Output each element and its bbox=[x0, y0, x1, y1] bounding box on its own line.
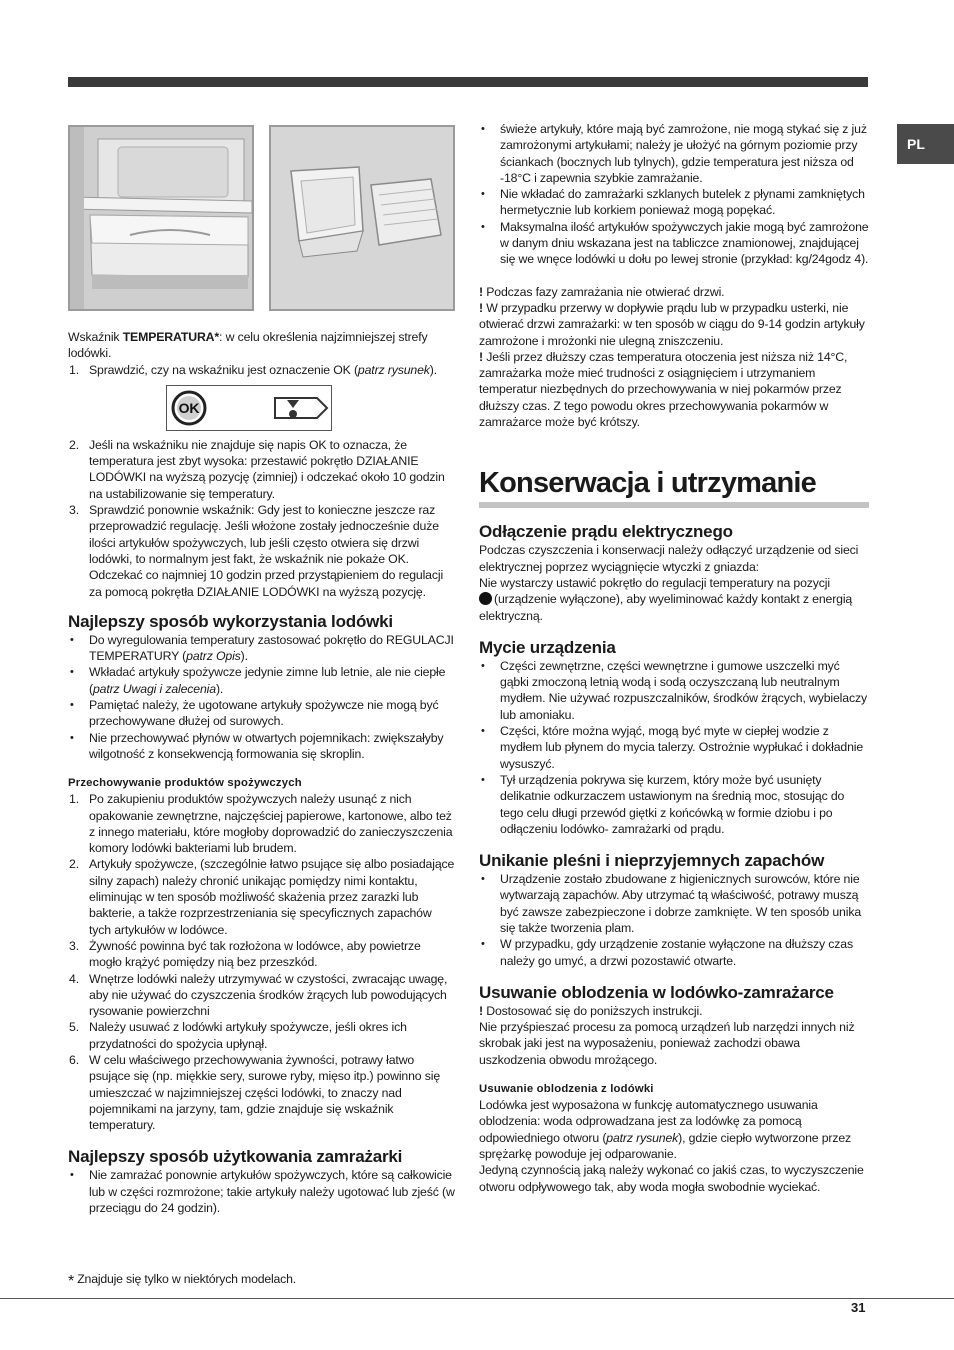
warning: ! Jeśli przez dłuższy czas temperatura otoczenia jest niższa niż 14°C, zamrażarka może mieć trudności z osiągnięciem i utrzymaniem temperatur niezbędnych do przechowywania w niej pokarmów przez dłuższy czas. Z tego powodu okres przechowywania pokarmów w zamrażarce może być krótszy. bbox=[479, 349, 848, 430]
ok-indicator-figure bbox=[166, 385, 332, 431]
paragraph: Lodówka jest wyposażona w funkcję automatycznego usuwania oblodzenia: woda odprowadzana jest za lodówkę za pomocą odpowiedniego otworu (patrz rysunek), gdzie ciepło wytworzone przez sprężarkę powoduje jej odparowanie. bbox=[479, 1098, 852, 1161]
footnote: * Znajduje się tylko w niektórych modelach. bbox=[68, 1272, 296, 1290]
left-column bbox=[68, 329, 456, 1216]
list-item: Sprawdzić, czy na wskaźniku jest oznaczenie OK (patrz rysunek). bbox=[89, 362, 438, 377]
defrost-heading: Usuwanie oblodzenia w lodówko-zamrażarce bbox=[479, 982, 834, 1002]
off-position-icon bbox=[479, 592, 492, 605]
paragraph: Nie wystarczy ustawić pokrętło do regulacji temperatury na pozycji bbox=[479, 575, 830, 590]
list-item: • Maksymalna ilość artykułów spożywczych jakie mogą być zamrożone w danym dniu wskazana jest na tabliczce znamionowej, znajdującej się we wnęce lodówki u dołu po lewej stronie (przykład: kg/24godz 4). bbox=[497, 219, 869, 268]
fridge-defrost-heading: Usuwanie oblodzenia z lodówki bbox=[479, 1083, 654, 1096]
warning: ! Dostosować się do poniższych instrukcji. bbox=[479, 1003, 703, 1018]
mould-odour-heading: Unikanie pleśni i nieprzyjemnych zapachów bbox=[479, 851, 825, 871]
list-item: • Do wyregulowania temperatury zastosować pokrętło do REGULACJI TEMPERATURY (patrz Opis). bbox=[86, 632, 456, 665]
cleaning-list bbox=[479, 658, 869, 837]
temperature-indicator-intro: Wskaźnik TEMPERATURA*: w celu określenia najzimniejszej strefy lodówki. bbox=[68, 330, 428, 361]
paragraph: Podczas czyszczenia i konserwacji należy odłączyć urządzenie od sieci elektrycznej poprzez wyciągnięcie wtyczki z gniazda: bbox=[479, 543, 859, 574]
list-item: • Nie zamrażać ponownie artykułów spożywczych, które są całkowicie lub w części rozmrożone; takie artykuły należy ugotować lub zjeść (w przeciągu do 24 godzin). bbox=[86, 1167, 456, 1216]
freezer-usage-list-cont bbox=[479, 121, 869, 268]
list-item: • Nie wkładać do zamrażarki szklanych butelek z płynami zamkniętych hermetycznie lub korkiem ponieważ mogą popękać. bbox=[497, 186, 869, 219]
right-column bbox=[479, 121, 869, 1195]
top-rule bbox=[68, 77, 868, 87]
list-item: Artykuły spożywcze, (szczególnie łatwo psujące się albo posiadające silny zapach) należy chronić unikając pomiędzy nimi kontaktu, eliminując w ten sposób możliwość skażenia przez zarazki lub bakterie, a także rozprzestrzeniania się specyficznych zapachów tych artykułów w lodówce. bbox=[89, 857, 455, 937]
fridge-drawer-photo bbox=[68, 125, 254, 311]
ok-label: OK bbox=[178, 399, 200, 416]
page-number: 31 bbox=[851, 1300, 866, 1315]
freezer-usage-heading: Najlepszy sposób użytkowania zamrażarki bbox=[68, 1147, 403, 1167]
warning: ! W przypadku przerwy w dopływie prądu lub w przypadku usterki, nie otwierać drzwi zamrażarki: w ten sposób w ciągu do 9-14 godzin artykuły zamrożone i mrożonki nie ulegną zniszczeniu. bbox=[479, 300, 865, 348]
paragraph: (urządzenie wyłączone), aby wyeliminować każdy kontakt z energią elektryczną. bbox=[479, 592, 853, 623]
list-item: Po zakupieniu produktów spożywczych należy usunąć z nich opakowanie zewnętrzne, najczęściej papierowe, kartonowe, albo też z innego materiału, które mogłoby doprowadzić do zanieczyszczenia komory lodówki bakteriami lub brudem. bbox=[89, 792, 453, 856]
cleaning-heading: Mycie urządzenia bbox=[479, 637, 616, 657]
paragraph: Jedyną czynnością jaką należy wykonać co jakiś czas, to wyczyszczenie otworu odpływowego tak, aby woda mogła swobodnie wyciekać. bbox=[479, 1163, 864, 1194]
list-item: Żywność powinna być tak rozłożona w lodówce, aby powietrze mogło krążyć pomiędzy nią bez przeszkód. bbox=[89, 938, 421, 970]
maintenance-title: Konserwacja i utrzymanie bbox=[479, 467, 816, 500]
list-item: • W przypadku, gdy urządzenie zostanie wyłączone na dłuższy czas należy go umyć, a drzwi pozostawić otwarte. bbox=[497, 936, 869, 969]
food-storage-heading: Przechowywanie produktów spożywczych bbox=[68, 777, 302, 790]
warning: ! Podczas fazy zamrażania nie otwierać drzwi. bbox=[479, 284, 725, 299]
list-item: • Tył urządzenia pokrywa się kurzem, który może być usunięty delikatnie odkurzaczem ustawionym na średnią moc, stosując do tego celu długi przewód giętki z końcówką w formie dziobu i po odłączeniu lodówko- zamrażarki od prądu. bbox=[497, 772, 869, 837]
fridge-usage-heading: Najlepszy sposób wykorzystania lodówki bbox=[68, 611, 393, 631]
list-item: • Urządzenie zostało zbudowane z higienicznych surowców, które nie wytwarzają zapachów. Aby utrzymać tą właściwość, potrawy muszą być zawsze zabezpieczone i dobrze zamknięte. W ten sposób unika się także tworzenia plam. bbox=[497, 871, 869, 936]
list-item: Należy usuwać z lodówki artykuły spożywcze, jeśli okres ich przydatności do spożycia upłynął. bbox=[89, 1020, 407, 1051]
mould-odour-list bbox=[479, 871, 869, 969]
list-item: Sprawdzić ponownie wskaźnik: Gdy jest to konieczne jeszcze raz przeprowadzić regulację. Jeśli włożone zostały jednocześnie duże ilości artykułów spożywczych, lub jeśli często otwiera się drzwi lodówki, to normalnym jest fakt, że wskaźnik nie pokaże OK. Odczekać co najmniej 10 godzin przed przystąpieniem do regulacji za pomocą pokrętła DZIAŁANIE LODÓWKI na wyższą pozycję. bbox=[89, 503, 444, 599]
list-item: • Części zewnętrzne, części wewnętrzne i gumowe uszczelki myć gąbki zmoczoną letnią wodą i sodą oczyszczaną lub neutralnym mydłem. Nie używać rozpuszczalników, środków żrących, wybielaczy lub amoniaku. bbox=[497, 658, 869, 723]
freezer-usage-list bbox=[68, 1167, 456, 1216]
list-item: • Nie przechowywać płynów w otwartych pojemnikach: zwiększałyby wilgotność z konsekwencją formowania się skroplin. bbox=[86, 730, 456, 763]
list-item: • świeże artykuły, które mają być zamrożone, nie mogą stykać się z już zamrożonymi artykułami; należy je ułożyć na górnym poziomie przy ściankach (bocznych lub tylnych), gdzie temperatura jest niższa od -18°C i zapewnia szybkie zamrażanie. bbox=[497, 121, 869, 186]
food-storage-list bbox=[68, 791, 456, 1133]
list-item: • Pamiętać należy, że ugotowane artykuły spożywcze nie mogą być przechowywane dłużej od surowych. bbox=[86, 697, 456, 730]
list-item: • Wkładać artykuły spożywcze jedynie zimne lub letnie, ale nie ciepłe (patrz Uwagi i zalecenia). bbox=[86, 664, 456, 697]
list-item: Jeśli na wskaźniku nie znajduje się napis OK to oznacza, że temperatura jest zbyt wysoka: przestawić pokrętło DZIAŁANIE LODÓWKI na wyższą pozycję (zimniej) i odczekać około 10 godzin na ustabilizowanie się temperatury. bbox=[89, 437, 445, 501]
power-disconnect-heading: Odłączenie prądu elektrycznego bbox=[479, 522, 733, 542]
indicator-steps-cont bbox=[68, 437, 456, 600]
list-item: Wnętrze lodówki należy utrzymywać w czystości, zwracając uwagę, aby nie używać do czyszczenia środków żrących lub powodujących rysowanie powierzchni bbox=[89, 971, 448, 1019]
bottom-rule bbox=[0, 1298, 954, 1299]
fridge-usage-list bbox=[68, 632, 456, 762]
language-badge: PL bbox=[897, 124, 954, 164]
indicator-steps bbox=[68, 362, 456, 378]
list-item: • Części, które można wyjąć, mogą być myte w ciepłej wodzie z mydłem lub płynem do mycia talerzy. Ostrożnie wypłukać i dokładnie wysuszyć. bbox=[497, 723, 869, 772]
ice-trays-photo bbox=[269, 125, 455, 311]
paragraph: Nie przyśpieszać procesu za pomocą urządzeń lub narzędzi innych niż skrobak jaki jest na wyposażeniu, ponieważ zachodzi obawa uszkodzenia obwodu mrożącego. bbox=[479, 1020, 855, 1067]
list-item: W celu właściwego przechowywania żywności, potrawy łatwo psujące się (np. miękkie sery, surowe ryby, mięso itp.) powinno się umieszczać w najzimniejszej części lodówki, to znaczy nad pojemnikami na jarzyny, tam, gdzie znajduje się wskaźnik temperatury. bbox=[89, 1052, 441, 1133]
